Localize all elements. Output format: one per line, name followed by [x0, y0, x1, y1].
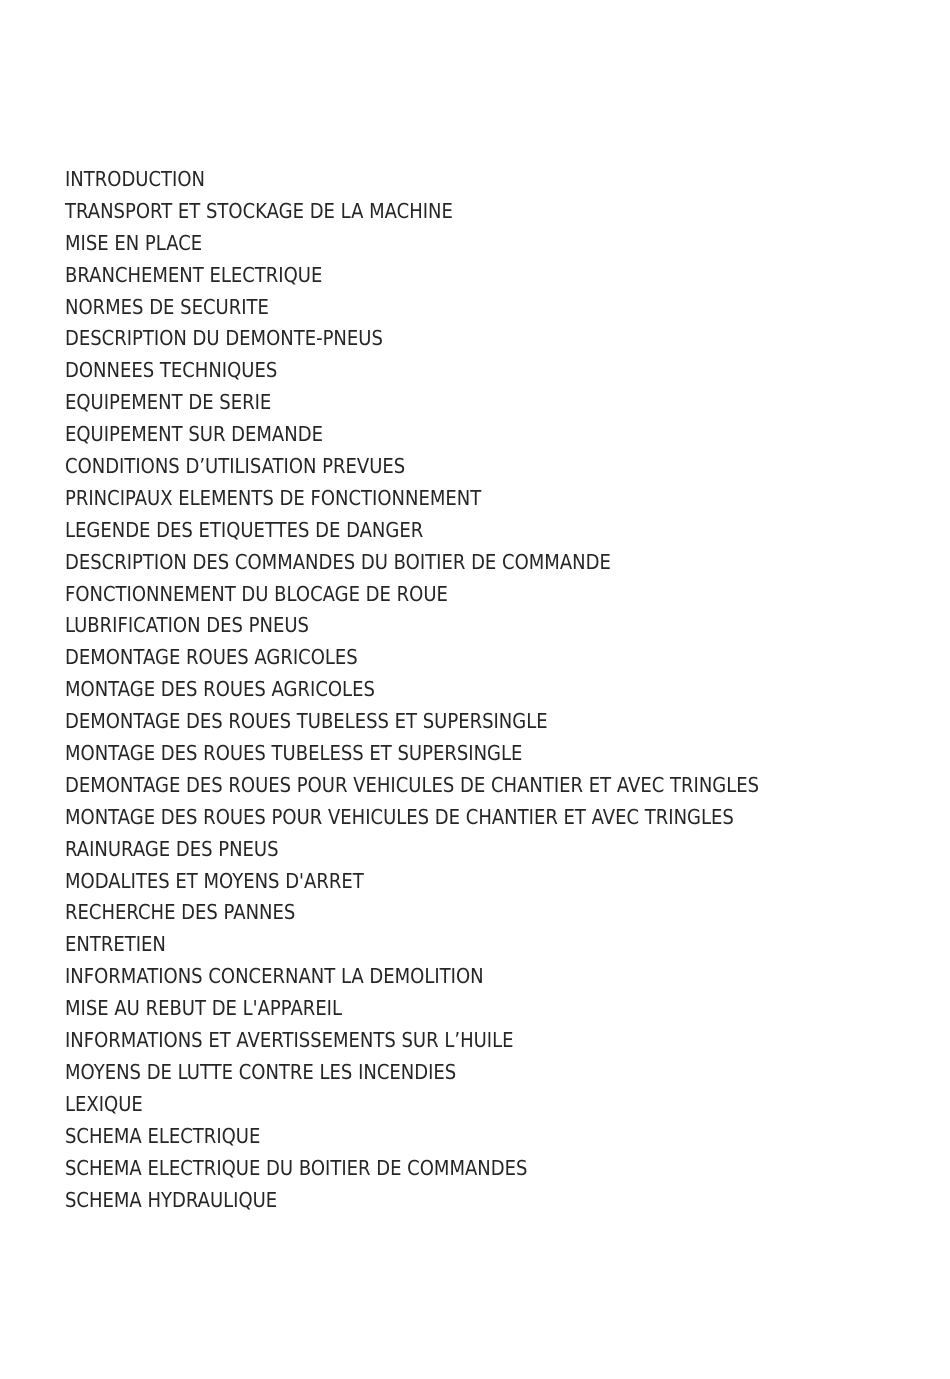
toc-entry: MONTAGE DES ROUES POUR VEHICULES DE CHANTIER ET AVEC TRINGLES — [65, 804, 734, 829]
toc-entry: MONTAGE DES ROUES AGRICOLES — [65, 677, 375, 702]
toc-entry: MOYENS DE LUTTE CONTRE LES INCENDIES — [65, 1059, 457, 1084]
toc-entry: DESCRIPTION DES COMMANDES DU BOITIER DE COMMANDE — [65, 549, 611, 574]
toc-entry: DEMONTAGE ROUES AGRICOLES — [65, 645, 358, 670]
toc-entry: SCHEMA HYDRAULIQUE — [65, 1187, 278, 1212]
toc-entry: EQUIPEMENT SUR DEMANDE — [65, 422, 323, 447]
toc-entry: INFORMATIONS ET AVERTISSEMENTS SUR L’HUILE — [65, 1028, 514, 1053]
toc-entry: EQUIPEMENT DE SERIE — [65, 390, 272, 415]
toc-entry: LEXIQUE — [65, 1091, 143, 1116]
toc-entry: LEGENDE DES ETIQUETTES DE DANGER — [65, 517, 424, 542]
toc-entry: SCHEMA ELECTRIQUE — [65, 1123, 261, 1148]
toc-entry: ENTRETIEN — [65, 932, 166, 957]
toc-entry: LUBRIFICATION DES PNEUS — [65, 613, 309, 638]
toc-entry: DESCRIPTION DU DEMONTE-PNEUS — [65, 326, 383, 351]
toc-entry: DONNEES TECHNIQUES — [65, 358, 278, 383]
toc-entry: RAINURAGE DES PNEUS — [65, 836, 279, 861]
toc-entry: RECHERCHE DES PANNES — [65, 900, 296, 925]
toc-entry: BRANCHEMENT ELECTRIQUE — [65, 262, 323, 287]
toc-entry: FONCTIONNEMENT DU BLOCAGE DE ROUE — [65, 581, 448, 606]
toc-entry: DEMONTAGE DES ROUES TUBELESS ET SUPERSINGLE — [65, 709, 548, 734]
toc-entry: INTRODUCTION — [65, 167, 205, 191]
toc-entry: PRINCIPAUX ELEMENTS DE FONCTIONNEMENT — [65, 485, 482, 510]
toc-entry: NORMES DE SECURITE — [65, 294, 269, 319]
toc-entry: MISE AU REBUT DE L'APPAREIL — [65, 996, 343, 1021]
toc-entry: SCHEMA ELECTRIQUE DU BOITIER DE COMMANDES — [65, 1155, 528, 1180]
toc-entry: DEMONTAGE DES ROUES POUR VEHICULES DE CHANTIER ET AVEC TRINGLES — [65, 772, 760, 797]
toc-entry: INFORMATIONS CONCERNANT LA DEMOLITION — [65, 964, 484, 989]
toc-entry: MONTAGE DES ROUES TUBELESS ET SUPERSINGLE — [65, 741, 523, 766]
toc-entry: CONDITIONS D’UTILISATION PREVUES — [65, 454, 406, 479]
toc-entry: TRANSPORT ET STOCKAGE DE LA MACHINE — [65, 198, 453, 223]
toc-entry: MODALITES ET MOYENS D'ARRET — [65, 868, 364, 893]
table-of-contents — [65, 164, 925, 1216]
toc-entry: MISE EN PLACE — [65, 230, 203, 255]
